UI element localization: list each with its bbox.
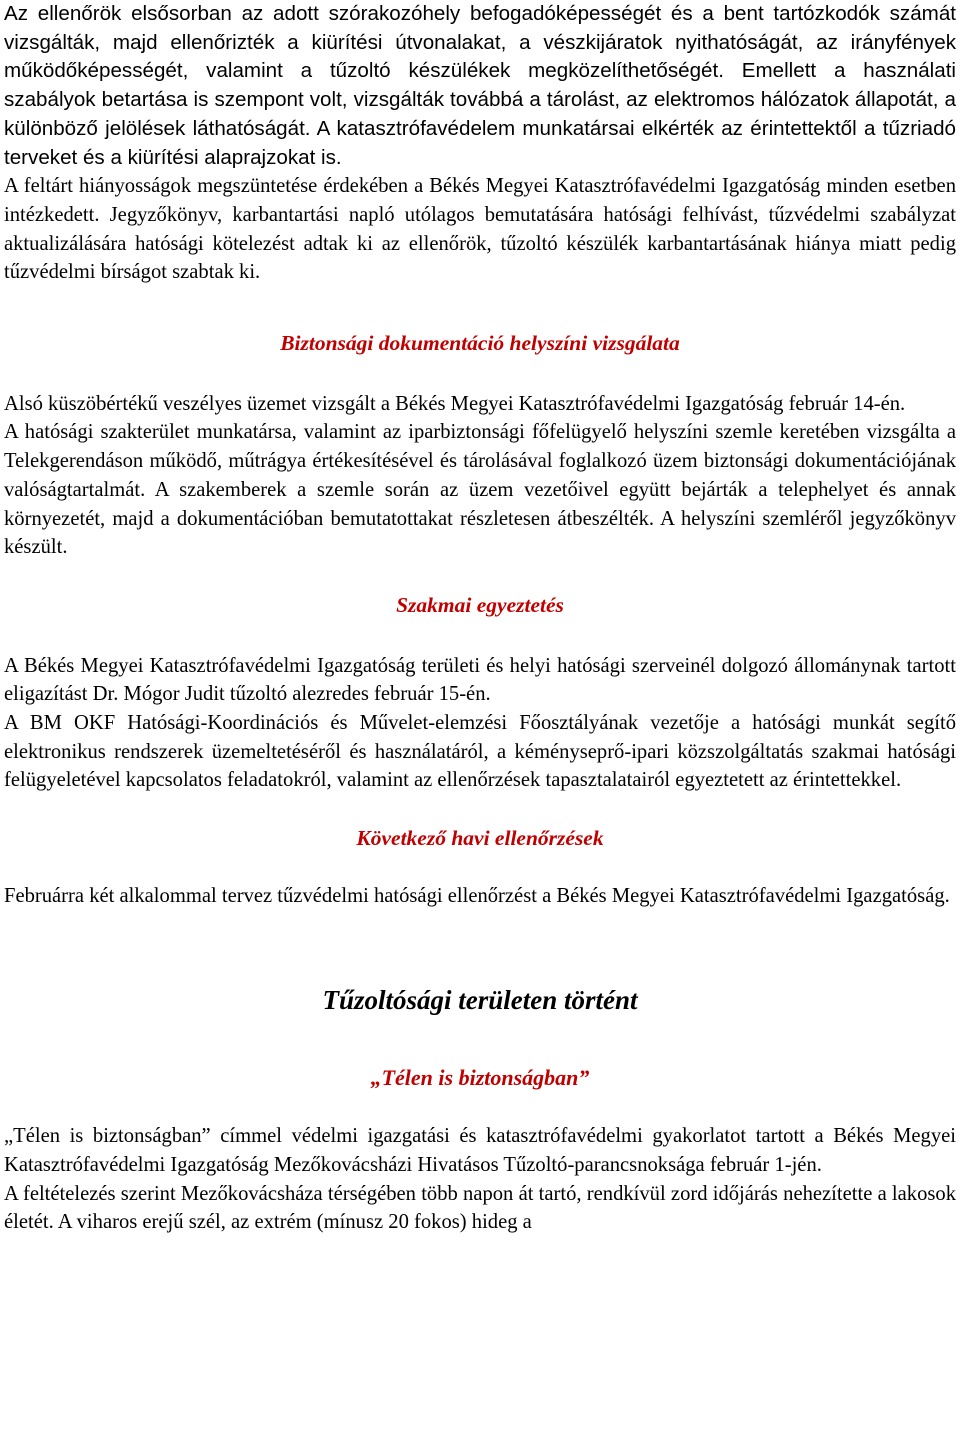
section-title-szakmai-egyeztetes: Szakmai egyeztetés	[396, 592, 564, 617]
section1-paragraph-1: Alsó küszöbértékű veszélyes üzemet vizsgált a Békés Megyei Katasztrófavédelmi Igazgatóság február 14-én.	[4, 392, 906, 415]
spacer	[4, 1017, 956, 1064]
spacer	[4, 853, 956, 882]
spacer	[4, 620, 956, 652]
section4-paragraph-2: A feltételezés szerint Mezőkovácsháza térségében több napon át tartó, rendkívül zord időjárás nehezítette a lakosok életét. A viharos erejű szél, az extrém (mínusz 20 fokos) hideg a	[4, 1182, 956, 1234]
section4-paragraph-1: „Télen is biztonságban” címmel védelmi igazgatási és katasztrófavédelmi gyakorlatot tartott a Békés Megyei Katasztrófavédelmi Igazgatóság Mezőkovácsházi Hivatásos Tűzoltó-parancsnoksága február 1-jén.	[4, 1125, 956, 1176]
document-page	[4, 0, 956, 1237]
spacer	[4, 358, 956, 390]
spacer	[4, 795, 956, 824]
section3-paragraph-1: Februárra két alkalommal tervez tűzvédelmi hatósági ellenőrzést a Békés Megyei Katasztrófavédelmi Igazgatóság.	[4, 884, 950, 907]
section2-paragraph-2: A BM OKF Hatósági-Koordinációs és Művelet-elemzési Főosztályának vezetője a hatósági munkát segítő elektronikus rendszerek üzemeltetéséről és használatáról, a kéményseprő-ipari közszolgáltatás szakmai hatósági felügyeletével kapcsolatos feladatokról, valamint az ellenőrzések tapasztalatairól egyeztetett az érintettekkel.	[4, 712, 956, 792]
spacer	[4, 911, 956, 983]
section1-paragraph-2: A hatósági szakterület munkatársa, valamint az iparbiztonsági főfelügyelő helyszíni szemle keretében vizsgálta a Telekgerendáson működő, műtrágya értékesítésével és tárolásával foglalkozó üzem biztonsági dokumentációjának valóságtartalmát. A szakemberek a szemle során az üzem vezetőivel együtt bejárták a telephelyet és annak környezetét, majd a dokumentációban bemutatottakat részletesen átbeszélték. A helyszíni szemléről jegyzőkönyv készült.	[4, 421, 956, 559]
spacer	[4, 562, 956, 591]
section-title-biztonsagi-dokumentacio: Biztonsági dokumentáció helyszíni vizsgálata	[280, 331, 680, 356]
major-heading-tuzoltosagi-teruleten: Tűzoltósági területen történt	[322, 984, 638, 1015]
intro-paragraph-2: A feltárt hiányosságok megszüntetése érdekében a Békés Megyei Katasztrófavédelmi Igazgatóság minden esetben intézkedett. Jegyzőkönyv, karbantartási napló utólagos bemutatására hatósági felhívást, tűzvédelmi szabályzat aktualizálására hatósági kötelezést adtak ki az ellenőrök, tűzoltó készülék karbantartásának hiánya miatt pedig tűzvédelmi bírságot szabtak ki.	[4, 175, 956, 284]
section-title-telen-is-biztonsagban: „Télen is biztonságban”	[370, 1064, 590, 1090]
intro-paragraph-1: Az ellenőrök elsősorban az adott szórakozóhely befogadóképességét és a bent tartózkodók számát vizsgálták, majd ellenőrizték a kiürítési útvonalakat, a vészkijáratok nyithatóságát, az irányfények működőképességét, valamint a tűzoltó készülékek megközelíthetőségét. Emellett a használati szabályok betartása is szempont volt, vizsgálták továbbá a tárolást, az elektromos hálózatok állapotát, a különböző jelölések láthatóságát. A katasztrófavédelem munkatársai elkérték az érintettektől a tűzriadó terveket és a kiürítési alaprajzokat is.	[4, 2, 956, 169]
section2-paragraph-1: A Békés Megyei Katasztrófavédelmi Igazgatóság területi és helyi hatósági szerveinél dolgozó állománynak tartott eligazítást Dr. Mógor Judit tűzoltó alezredes február 15-én.	[4, 654, 956, 706]
spacer	[4, 287, 956, 329]
section-title-kovetkezo-havi-ellenorzesek: Következő havi ellenőrzések	[356, 826, 604, 851]
spacer	[4, 1092, 956, 1122]
